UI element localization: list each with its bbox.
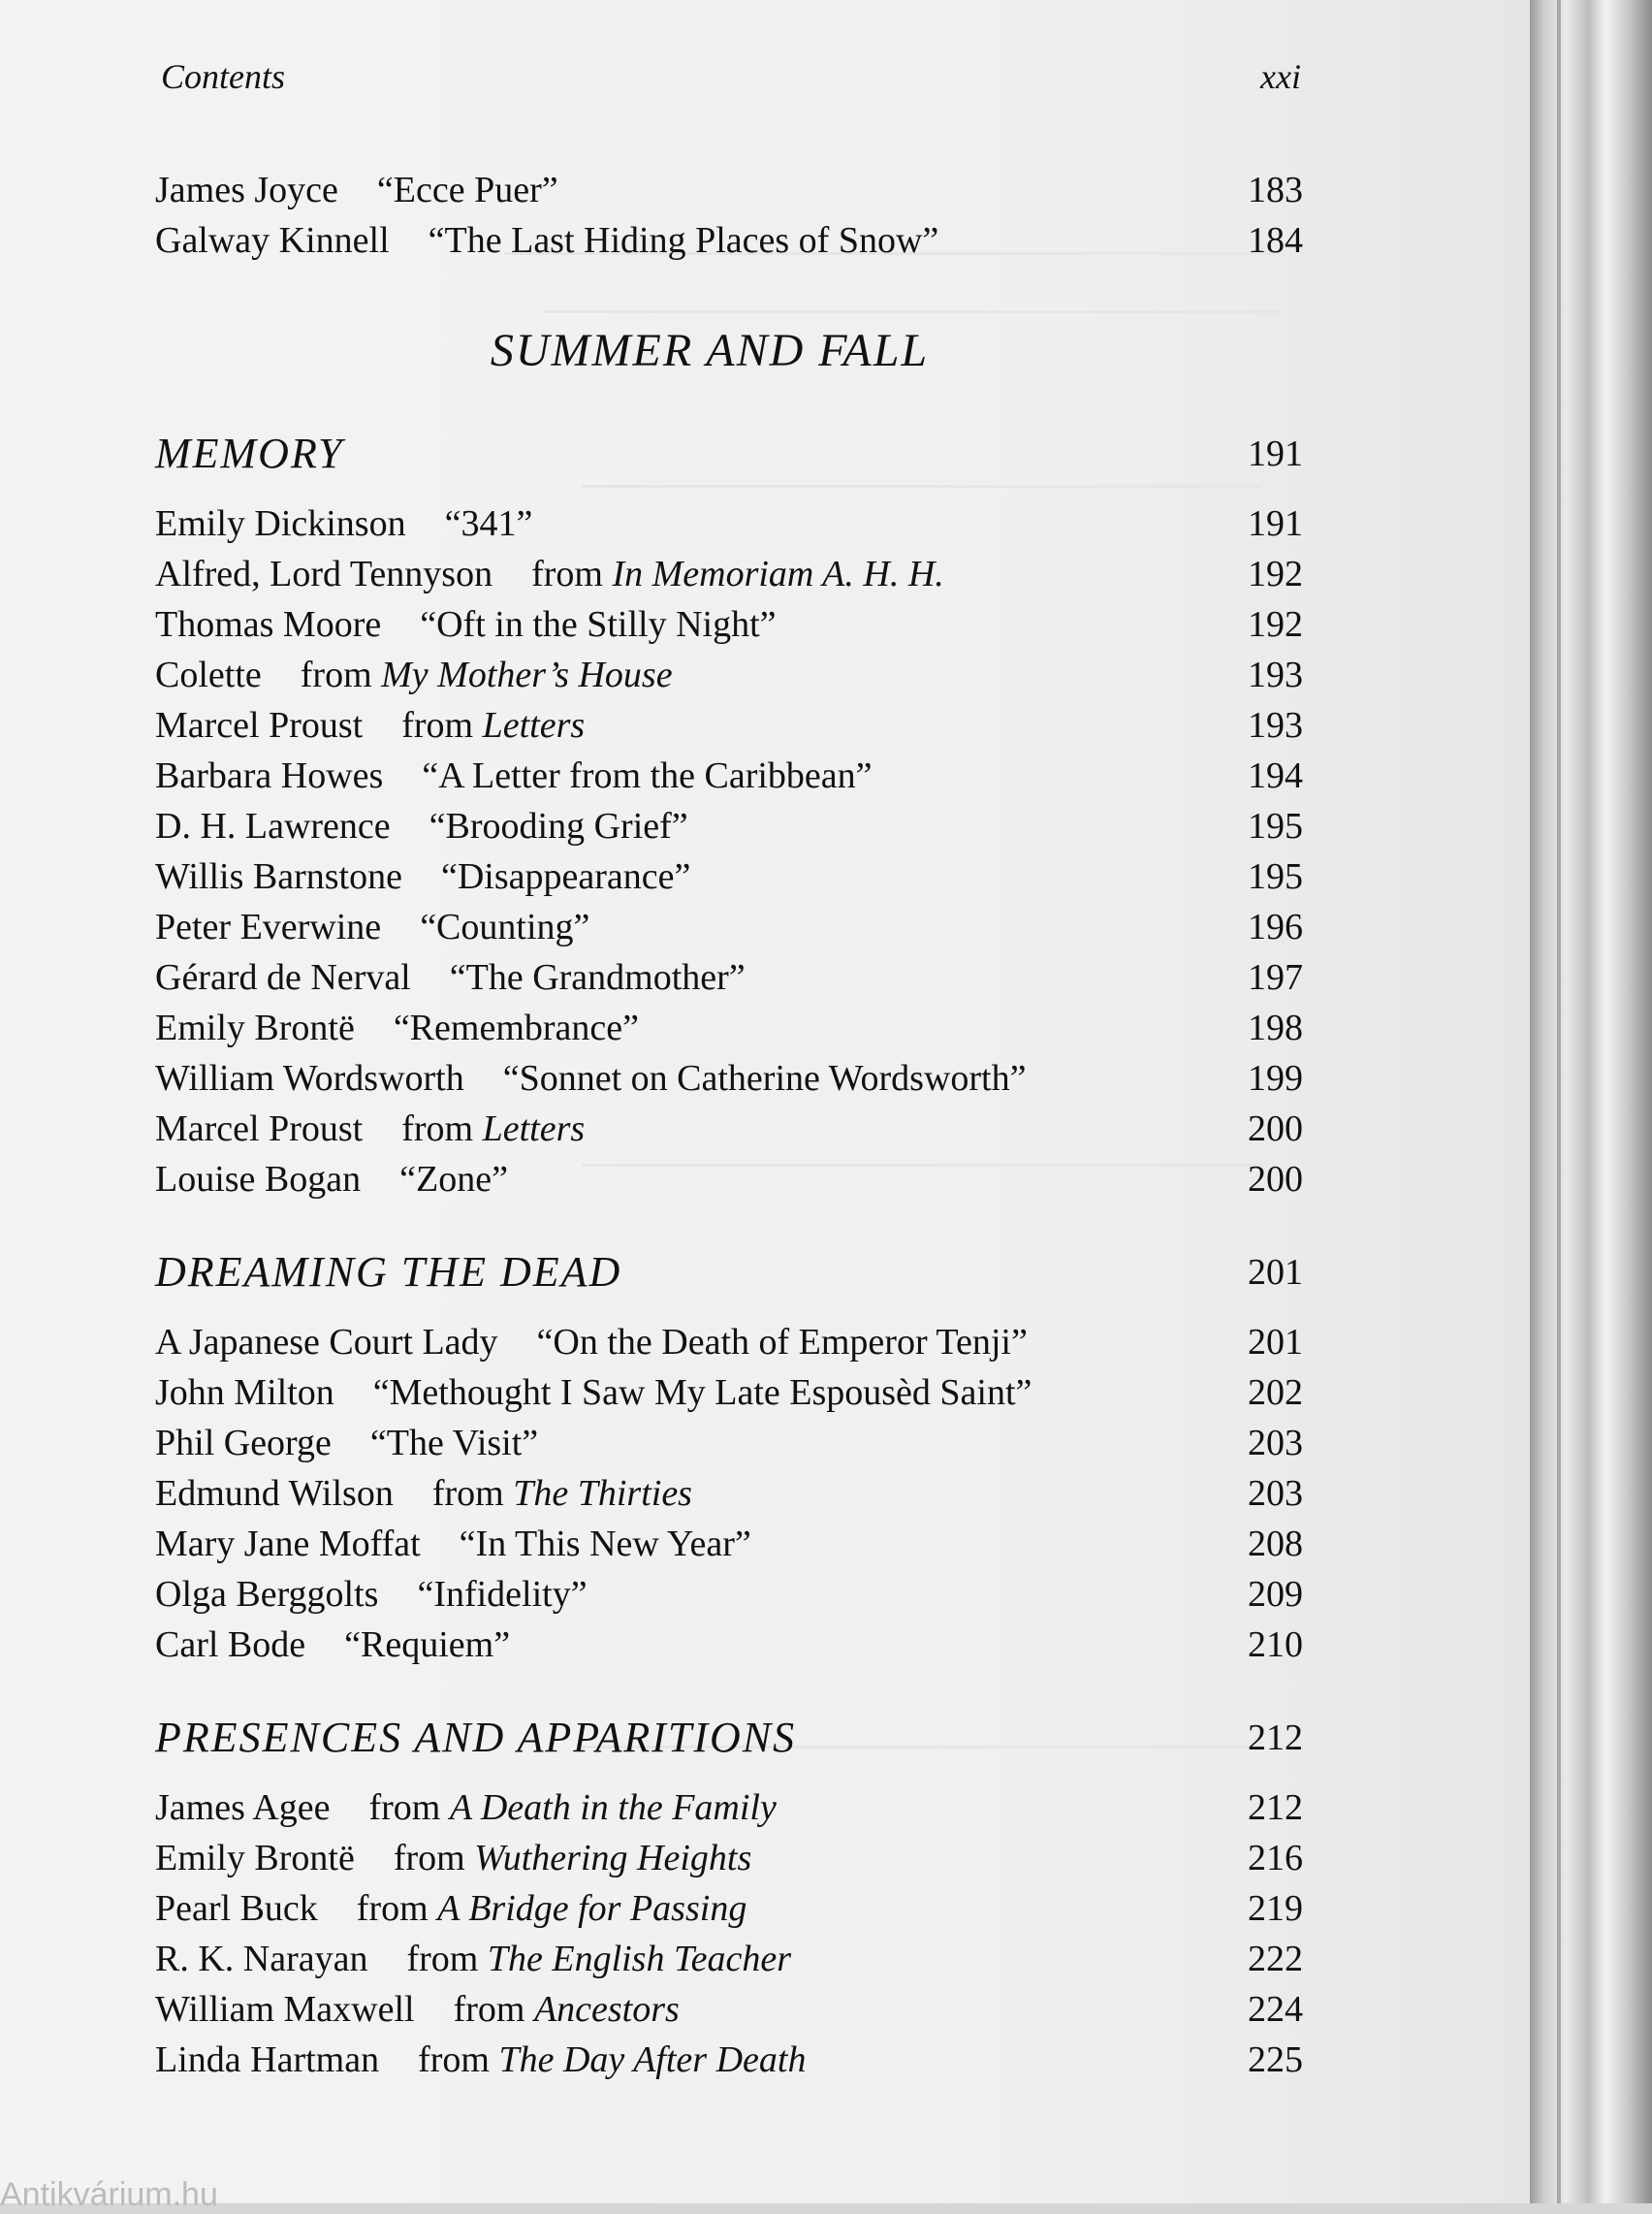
section-heading-text: PRESENCES AND APPARITIONS <box>155 1714 797 1761</box>
entry-page-number: 192 <box>1248 604 1303 645</box>
entry-author: James Joyce <box>155 170 338 210</box>
section-page-number: 212 <box>1248 1717 1303 1758</box>
entry-page-number: 184 <box>1248 220 1303 261</box>
entry-page-number: 201 <box>1248 1322 1303 1363</box>
entry-author: Olga Berggolts <box>155 1574 379 1615</box>
entry-work-title: In Memoriam A. H. H. <box>612 554 944 594</box>
entry-author: D. H. Lawrence <box>155 806 391 847</box>
entry-work-title: The Day After Death <box>498 2039 807 2080</box>
entry-author: Emily Brontë <box>155 1008 355 1048</box>
entry-author: Mary Jane Moffat <box>155 1524 421 1564</box>
entry-title: “Methought I Saw My Late Espousèd Saint” <box>372 1372 1032 1413</box>
entry-author: Alfred, Lord Tennyson <box>155 554 493 594</box>
entry-title <box>406 1934 791 1984</box>
entry-work-title: The English Teacher <box>487 1939 792 1979</box>
entry-page-number: 203 <box>1248 1423 1303 1463</box>
entry-author: Thomas Moore <box>155 604 382 645</box>
entry-author: John Milton <box>155 1372 334 1413</box>
toc-entry <box>155 549 1303 599</box>
entry-title: “The Last Hiding Places of Snow” <box>428 220 939 261</box>
entry-page-number: 200 <box>1248 1159 1303 1200</box>
section-gap <box>155 1204 1303 1243</box>
binding-edge <box>1557 0 1561 2203</box>
toc-entry <box>155 751 1303 801</box>
section-heading-text: MEMORY <box>155 430 344 477</box>
entry-title: “341” <box>444 503 533 544</box>
entry-author: James Agee <box>155 1787 331 1828</box>
entry-page-number: 200 <box>1248 1108 1303 1149</box>
entry-page-number: 193 <box>1248 655 1303 695</box>
entry-title <box>357 1883 747 1934</box>
entry-author: Louise Bogan <box>155 1159 362 1200</box>
entry-page-number: 212 <box>1248 1787 1303 1828</box>
toc-entry <box>155 902 1303 952</box>
running-head-left: Contents <box>161 57 286 96</box>
section-heading <box>155 425 1303 483</box>
entry-title <box>401 1104 585 1154</box>
entry-author: Phil George <box>155 1423 332 1463</box>
toc-entry <box>155 1984 1303 2035</box>
section-page-number: 201 <box>1248 1252 1303 1293</box>
toc-entry <box>155 1883 1303 1934</box>
entry-work-title: Wuthering Heights <box>474 1838 752 1878</box>
entry-author: Colette <box>155 655 262 695</box>
toc-entry <box>155 1833 1303 1883</box>
toc-entry <box>155 1519 1303 1569</box>
sections <box>155 425 1303 2085</box>
running-head-page-number: xxi <box>1260 57 1301 96</box>
toc-entry <box>155 2035 1303 2085</box>
entry-work-title: Letters <box>482 705 586 746</box>
entry-from: from <box>401 1108 474 1149</box>
section-heading <box>155 1709 1303 1767</box>
table-of-contents <box>155 165 1303 2085</box>
entry-title: “The Visit” <box>369 1423 539 1463</box>
toc-entry <box>155 1934 1303 1984</box>
entry-from: from <box>431 1473 504 1514</box>
section-heading <box>155 1243 1303 1301</box>
entry-author: Edmund Wilson <box>155 1473 394 1514</box>
entry-title: “On the Death of Emperor Tenji” <box>536 1322 1028 1363</box>
entry-author: Emily Dickinson <box>155 503 406 544</box>
entry-page-number: 194 <box>1248 755 1303 796</box>
entry-page-number: 216 <box>1248 1838 1303 1878</box>
entry-title <box>401 700 585 751</box>
watermark-text: Antikvárium.hu <box>0 2176 218 2213</box>
toc-entry <box>155 801 1303 851</box>
entry-title <box>418 2035 806 2085</box>
entry-title: “Remembrance” <box>393 1008 639 1048</box>
entry-author: Willis Barnstone <box>155 856 402 897</box>
toc-entry <box>155 1317 1303 1367</box>
entry-work-title: Letters <box>482 1108 586 1149</box>
entry-title: “Counting” <box>420 907 590 947</box>
entry-from: from <box>356 1888 429 1929</box>
entry-page-number: 208 <box>1248 1524 1303 1564</box>
entry-title <box>394 1833 751 1883</box>
entry-from: from <box>401 705 474 746</box>
entry-page-number: 198 <box>1248 1008 1303 1048</box>
entry-work-title: A Bridge for Passing <box>437 1888 747 1929</box>
entry-title <box>368 1782 776 1833</box>
entry-title <box>531 549 944 599</box>
entry-page-number: 196 <box>1248 907 1303 947</box>
entry-author: A Japanese Court Lady <box>155 1322 498 1363</box>
toc-entry <box>155 498 1303 549</box>
entry-page-number: 195 <box>1248 806 1303 847</box>
entry-page-number: 210 <box>1248 1624 1303 1665</box>
entry-from: from <box>453 1989 525 2030</box>
section-gap <box>155 1670 1303 1709</box>
entry-page-number: 197 <box>1248 957 1303 998</box>
toc-entry <box>155 1104 1303 1154</box>
entry-from: from <box>368 1787 441 1828</box>
entry-author: Galway Kinnell <box>155 220 390 261</box>
section-page-number: 191 <box>1248 433 1303 474</box>
entry-page-number: 183 <box>1248 170 1303 210</box>
entry-author: William Maxwell <box>155 1989 415 2030</box>
entry-from: from <box>406 1939 479 1979</box>
entry-page-number: 203 <box>1248 1473 1303 1514</box>
entry-author: Barbara Howes <box>155 755 384 796</box>
entry-from: from <box>393 1838 465 1878</box>
entry-title: “Requiem” <box>344 1624 511 1665</box>
section-heading-text: DREAMING THE DEAD <box>155 1248 622 1296</box>
entry-author: Marcel Proust <box>155 1108 364 1149</box>
toc-entry <box>155 1418 1303 1468</box>
toc-entry <box>155 650 1303 700</box>
entry-title <box>301 650 673 700</box>
entry-page-number: 192 <box>1248 554 1303 594</box>
entry-author: Marcel Proust <box>155 705 364 746</box>
entry-title: “Sonnet on Catherine Wordsworth” <box>502 1058 1027 1099</box>
book-binding <box>1530 0 1652 2203</box>
entry-page-number: 202 <box>1248 1372 1303 1413</box>
entry-page-number: 191 <box>1248 503 1303 544</box>
toc-entry <box>155 1367 1303 1418</box>
entry-from: from <box>531 554 603 594</box>
entry-title: “Oft in the Stilly Night” <box>420 604 777 645</box>
entry-title: “A Letter from the Caribbean” <box>422 755 873 796</box>
entry-from: from <box>300 655 372 695</box>
entry-title: “Disappearance” <box>440 856 691 897</box>
entry-page-number: 209 <box>1248 1574 1303 1615</box>
entry-author: Pearl Buck <box>155 1888 318 1929</box>
entry-author: Gérard de Nerval <box>155 957 411 998</box>
entry-title: “Brooding Grief” <box>429 806 688 847</box>
entry-title: “In This New Year” <box>459 1524 751 1564</box>
entry-author: Carl Bode <box>155 1624 306 1665</box>
entry-page-number: 224 <box>1248 1989 1303 2030</box>
toc-entry <box>155 1053 1303 1104</box>
toc-entry <box>155 1154 1303 1204</box>
part-title: SUMMER AND FALL <box>490 325 930 376</box>
entry-page-number: 193 <box>1248 705 1303 746</box>
entry-page-number: 225 <box>1248 2039 1303 2080</box>
entry-author: Linda Hartman <box>155 2039 380 2080</box>
continued-entries <box>155 165 1303 266</box>
toc-entry <box>155 165 1303 215</box>
toc-entry <box>155 1782 1303 1833</box>
entry-page-number: 195 <box>1248 856 1303 897</box>
entry-title: “The Grandmother” <box>449 957 746 998</box>
entry-author: Peter Everwine <box>155 907 382 947</box>
entry-work-title: The Thirties <box>513 1473 692 1514</box>
toc-entry <box>155 952 1303 1003</box>
entry-work-title: Ancestors <box>533 1989 680 2030</box>
toc-entry <box>155 1620 1303 1670</box>
entry-title: “Ecce Puer” <box>376 170 558 210</box>
toc-entry <box>155 215 1303 266</box>
entry-work-title: My Mother’s House <box>381 655 673 695</box>
entry-page-number: 199 <box>1248 1058 1303 1099</box>
entry-author: Emily Brontë <box>155 1838 355 1878</box>
toc-entry <box>155 700 1303 751</box>
entry-title: “Zone” <box>399 1159 508 1200</box>
toc-entry <box>155 1569 1303 1620</box>
entry-title: “Infidelity” <box>417 1574 588 1615</box>
toc-entry <box>155 1003 1303 1053</box>
entry-title <box>454 1984 680 2035</box>
entry-author: William Wordsworth <box>155 1058 464 1099</box>
entry-work-title: A Death in the Family <box>449 1787 777 1828</box>
toc-entry <box>155 851 1303 902</box>
entry-page-number: 222 <box>1248 1939 1303 1979</box>
entry-page-number: 219 <box>1248 1888 1303 1929</box>
toc-entry <box>155 599 1303 650</box>
entry-title <box>432 1468 692 1519</box>
entry-from: from <box>418 2039 490 2080</box>
toc-entry <box>155 1468 1303 1519</box>
entry-author: R. K. Narayan <box>155 1939 368 1979</box>
